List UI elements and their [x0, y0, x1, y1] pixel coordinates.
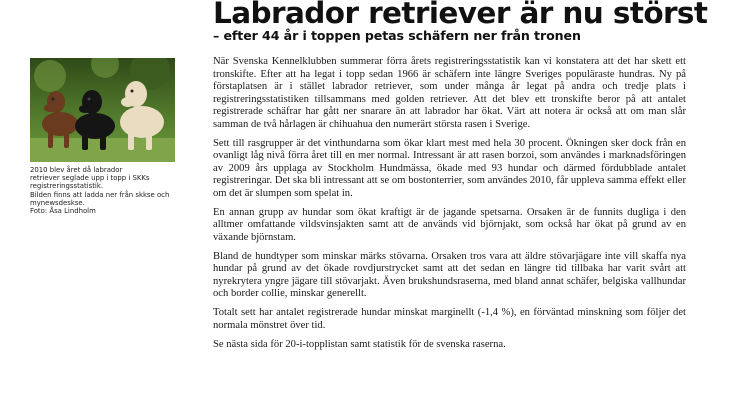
photo-caption: [30, 166, 180, 215]
caption-line: Bilden finns att ladda ner från skkse och: [30, 190, 170, 199]
labrador-dogs-illustration: [30, 58, 175, 162]
article-paragraph: Bland de hundtyper som minskar märks stövarna. Orsaken tros vara att äldre stövarjägare inte vill skaffa nya hundar på grund av det ökade rovdjurstrycket samt att det sedan en längre tid tillbaka har varit svårt att nyrekrytera yngre jägare till stövarjakt. Även brukshundsraserna, med bland annat schäfer, belgiska vallhundar och border collie, minskar generellt.: [213, 250, 686, 299]
labrador-photo: [30, 58, 175, 162]
article-paragraph: Totalt sett har antalet registrerade hundar minskat marginellt (-1,4 %), en förväntad minskning som följer det normala mönstret över tid.: [213, 307, 686, 331]
article-paragraph: En annan grupp av hundar som ökat kraftigt är de jagande spetsarna. Orsaken är de funnits dugliga i den alltmer omfattande vildsvinsjakten samt att de används vid björnjakt, som också har ökat på grund av en växande björnstam.: [213, 206, 686, 243]
article-paragraph: När Svenska Kennelklubben summerar förra årets registreringsstatistik kan vi konstatera att det har skett ett tronskifte. Efter att ha legat i topp sedan 1966 är schäfern inte längre Sveriges populäraste hundras. Ny på förstaplatsen är i stället labrador retriever, som under många år legat på andra och tredje plats i registreringsstatistiken tillsammans med golden retriever. Att det blev ett tronskifte beror på att antalet registrerade schäfrar har gått ner snarare än att labrador har ökat. Värt att notera är också att om man slår samman de två hårlagen är chihuahua den numerärt största rasen i Sverige.: [213, 56, 686, 130]
article-body: [213, 56, 686, 358]
article-paragraph: Sett till rasgrupper är det vinthundarna som ökar klart mest med hela 30 procent. Ökningen sker dock från en ovanligt låg nivå förra året till en mer normal. Intressant är att rasen borzoi, som användes i marknadsföringen av 2009 års upplaga av Stockholm Hundmässa, ökade med 93 hundar och därmed fördubblade antalet registreringar. Det ska bli intressant att se om bostonterrier, som användes 2010, får uppleva samma effekt eller om det är slumpen som spelat in.: [213, 137, 686, 199]
article-subheadline: – efter 44 år i toppen petas schäfern ner från tronen: [213, 28, 581, 43]
caption-line: retriever seglade upp i topp i SKKs: [30, 174, 150, 183]
article-paragraph: Se nästa sida för 20-i-topplistan samt statistik för de svenska raserna.: [213, 338, 506, 350]
caption-line: registreringsstatistik.: [30, 182, 104, 191]
article-headline: Labrador retriever är nu störst: [213, 0, 708, 30]
caption-line: 2010 blev året då labrador: [30, 166, 123, 174]
photo-credit: Foto: Åsa Lindholm: [30, 207, 96, 216]
caption-line: mynewsdeskse.: [30, 198, 85, 207]
